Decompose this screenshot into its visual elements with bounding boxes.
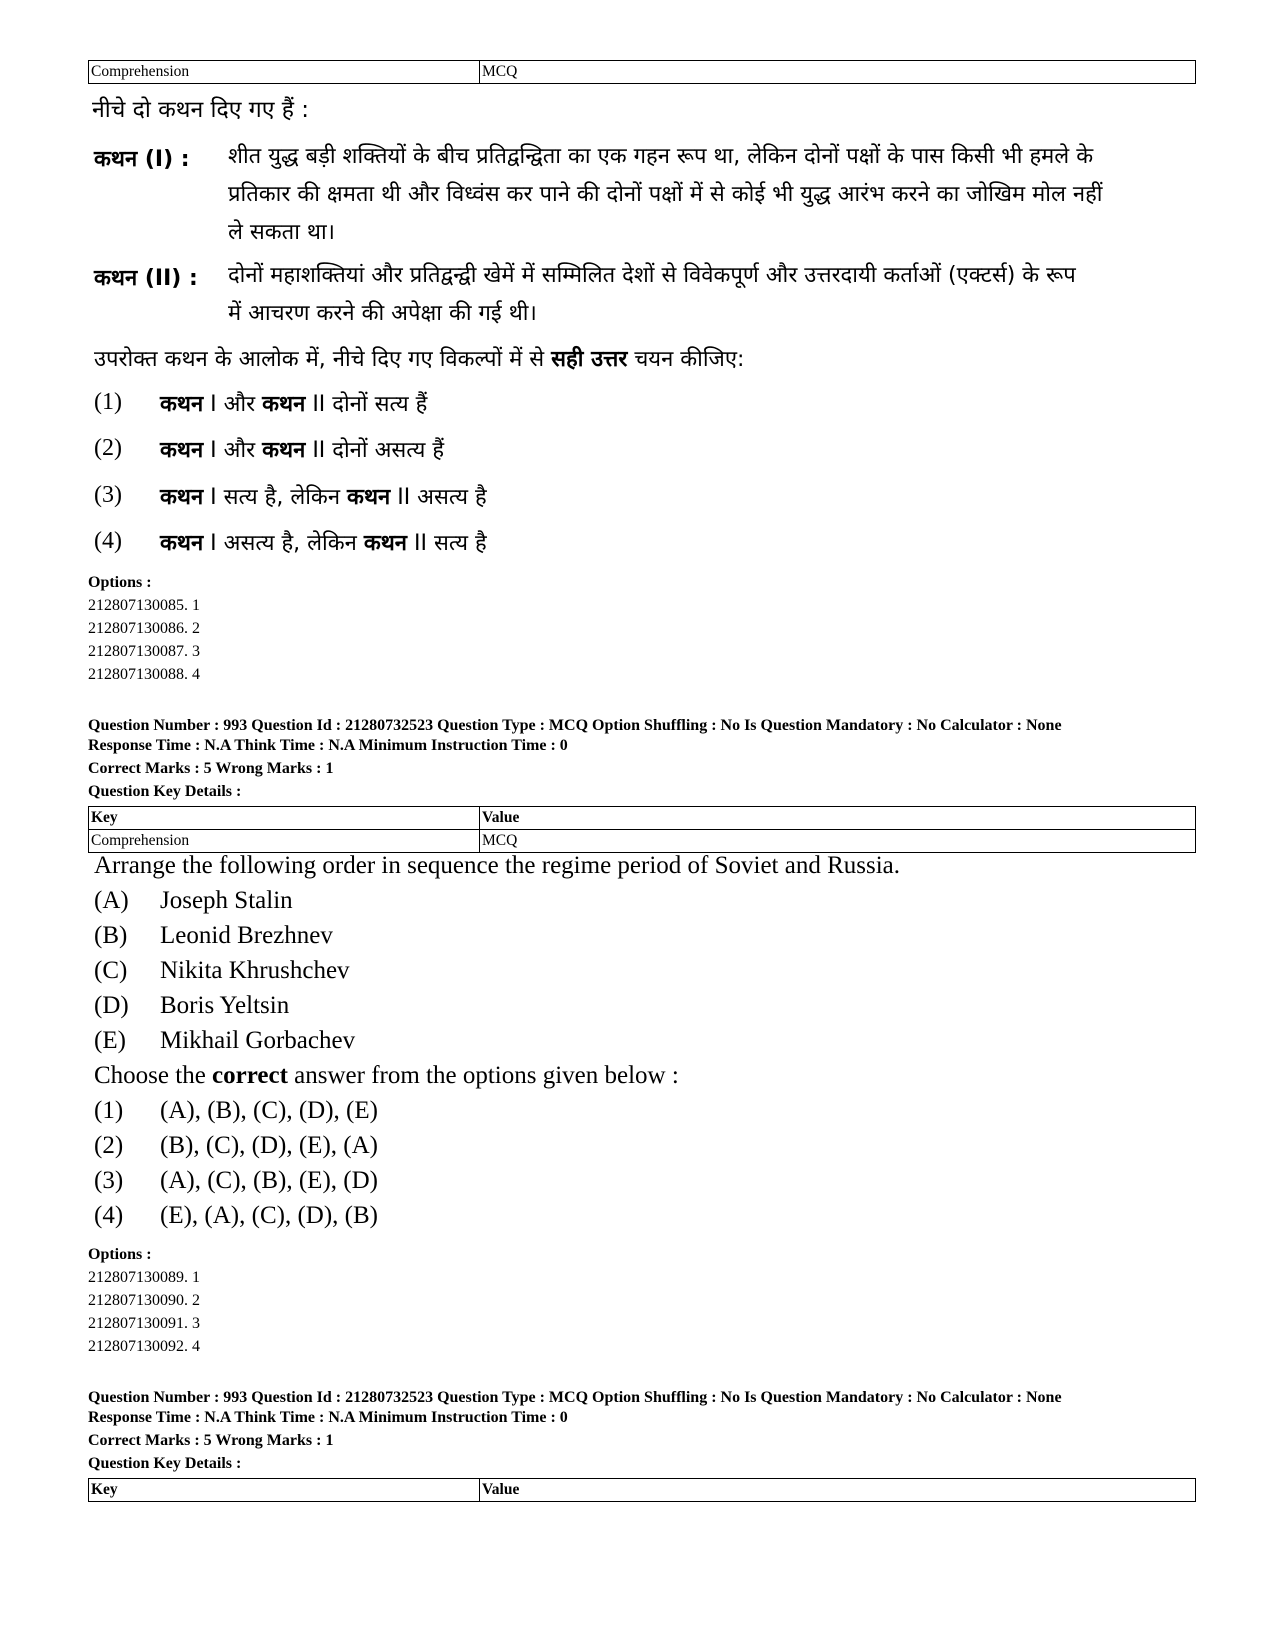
choice-number: (3) [94, 482, 122, 508]
key-cell: Comprehension [89, 61, 480, 84]
statement-1-label: कथन (I) : [94, 147, 190, 172]
key-details-label: Question Key Details : [88, 783, 242, 800]
question-text: Arrange the following order in sequence the regime period of Soviet and Russia. [94, 852, 901, 879]
answer-text: (A), (B), (C), (D), (E) [160, 1097, 378, 1124]
key-details-label: Question Key Details : [88, 1455, 242, 1472]
item-label: (A) [94, 887, 129, 914]
question-meta: Question Number : 993 Question Id : 21280732523 Question Type : MCQ Option Shuffling : No Is Question Mandatory : No Calculator : None [88, 717, 1062, 734]
statement-line: में आचरण करने की अपेक्षा की गई थी। [228, 301, 537, 326]
options-label: Options : [88, 1246, 152, 1263]
statement-line: दोनों महाशक्तियां और प्रतिद्वन्द्वी खेमें में सम्मिलित देशों से विवेकपूर्ण और उत्तरदायी कर्ताओं (एक्टर्स) के रूप [228, 263, 1076, 288]
item-text: Boris Yeltsin [160, 992, 290, 1019]
option-id: 212807130090. 2 [88, 1292, 200, 1309]
question-marks: Correct Marks : 5 Wrong Marks : 1 [88, 1432, 334, 1449]
answer-number: (3) [94, 1167, 124, 1194]
item-label: (D) [94, 992, 129, 1019]
statement-line: शीत युद्ध बड़ी शक्तियों के बीच प्रतिद्वन्द्विता का एक गहन रूप था, लेकिन दोनों पक्षों के पास किसी भी हमले के [228, 144, 1094, 169]
question-meta: Response Time : N.A Think Time : N.A Minimum Instruction Time : 0 [88, 737, 568, 754]
answer-text: (A), (C), (B), (E), (D) [160, 1167, 378, 1194]
table-header-row [89, 1479, 1196, 1502]
item-label: (C) [94, 957, 128, 984]
key-header: Key [89, 1479, 480, 1502]
statement-2-label: कथन (II) : [94, 266, 198, 291]
question-prompt [94, 343, 744, 373]
choice-text: कथन I असत्य है, लेकिन कथन II सत्य है [160, 531, 487, 556]
choice-text: कथन I और कथन II दोनों असत्य हैं [160, 438, 445, 463]
choice-number: (4) [94, 528, 122, 554]
item-text: Joseph Stalin [160, 887, 293, 914]
answer-number: (1) [94, 1097, 124, 1124]
choice-text: कथन I सत्य है, लेकिन कथन II असत्य है [160, 485, 487, 510]
value-header: Value [480, 807, 1196, 830]
question-marks: Correct Marks : 5 Wrong Marks : 1 [88, 760, 334, 777]
option-id: 212807130091. 3 [88, 1315, 200, 1332]
statement-2-text [228, 257, 1076, 333]
item-text: Mikhail Gorbachev [160, 1027, 356, 1054]
choice-text: कथन I और कथन II दोनों सत्य हैं [160, 392, 428, 417]
item-text: Leonid Brezhnev [160, 922, 333, 949]
value-cell: MCQ [480, 830, 1196, 853]
option-id: 212807130085. 1 [88, 597, 200, 614]
option-id: 212807130089. 1 [88, 1269, 200, 1286]
choice-number: (1) [94, 389, 122, 415]
options-label: Options : [88, 574, 152, 591]
answer-number: (4) [94, 1202, 124, 1229]
statement-line: प्रतिकार की क्षमता थी और विध्वंस कर पाने की दोनों पक्षों में से कोई भी युद्ध आरंभ करने का जोखिम मोल नहीं [228, 182, 1103, 207]
question-meta: Question Number : 993 Question Id : 21280732523 Question Type : MCQ Option Shuffling : No Is Question Mandatory : No Calculator : None [88, 1389, 1062, 1406]
key-header: Key [89, 807, 480, 830]
answer-number: (2) [94, 1132, 124, 1159]
value-cell: MCQ [480, 61, 1196, 84]
prompt-text: उपरोक्त कथन के आलोक में, नीचे दिए गए विकल्पों में से [94, 347, 552, 372]
question-key-table [88, 1478, 1196, 1502]
option-id: 212807130087. 3 [88, 643, 200, 660]
table-row [89, 61, 1196, 84]
value-header: Value [480, 1479, 1196, 1502]
question-meta: Response Time : N.A Think Time : N.A Minimum Instruction Time : 0 [88, 1409, 568, 1426]
question-intro: नीचे दो कथन दिए गए हैं : [92, 97, 310, 123]
option-id: 212807130086. 2 [88, 620, 200, 637]
table-header-row [89, 807, 1196, 830]
option-id: 212807130092. 4 [88, 1338, 200, 1355]
statement-1-text [228, 138, 1103, 252]
item-text: Nikita Khrushchev [160, 957, 350, 984]
choose-prompt: Choose the correct answer from the options given below : [94, 1062, 679, 1089]
item-label: (E) [94, 1027, 126, 1054]
choice-number: (2) [94, 435, 122, 461]
table-row [89, 830, 1196, 853]
answer-text: (E), (A), (C), (D), (B) [160, 1202, 378, 1229]
key-cell: Comprehension [89, 830, 480, 853]
statement-line: ले सकता था। [228, 220, 336, 245]
item-label: (B) [94, 922, 128, 949]
question-key-table [88, 806, 1196, 853]
answer-text: (B), (C), (D), (E), (A) [160, 1132, 378, 1159]
prompt-text: चयन कीजिए: [627, 347, 745, 372]
option-id: 212807130088. 4 [88, 666, 200, 683]
question-key-table [88, 60, 1196, 84]
prompt-bold: सही उत्तर [551, 347, 628, 372]
